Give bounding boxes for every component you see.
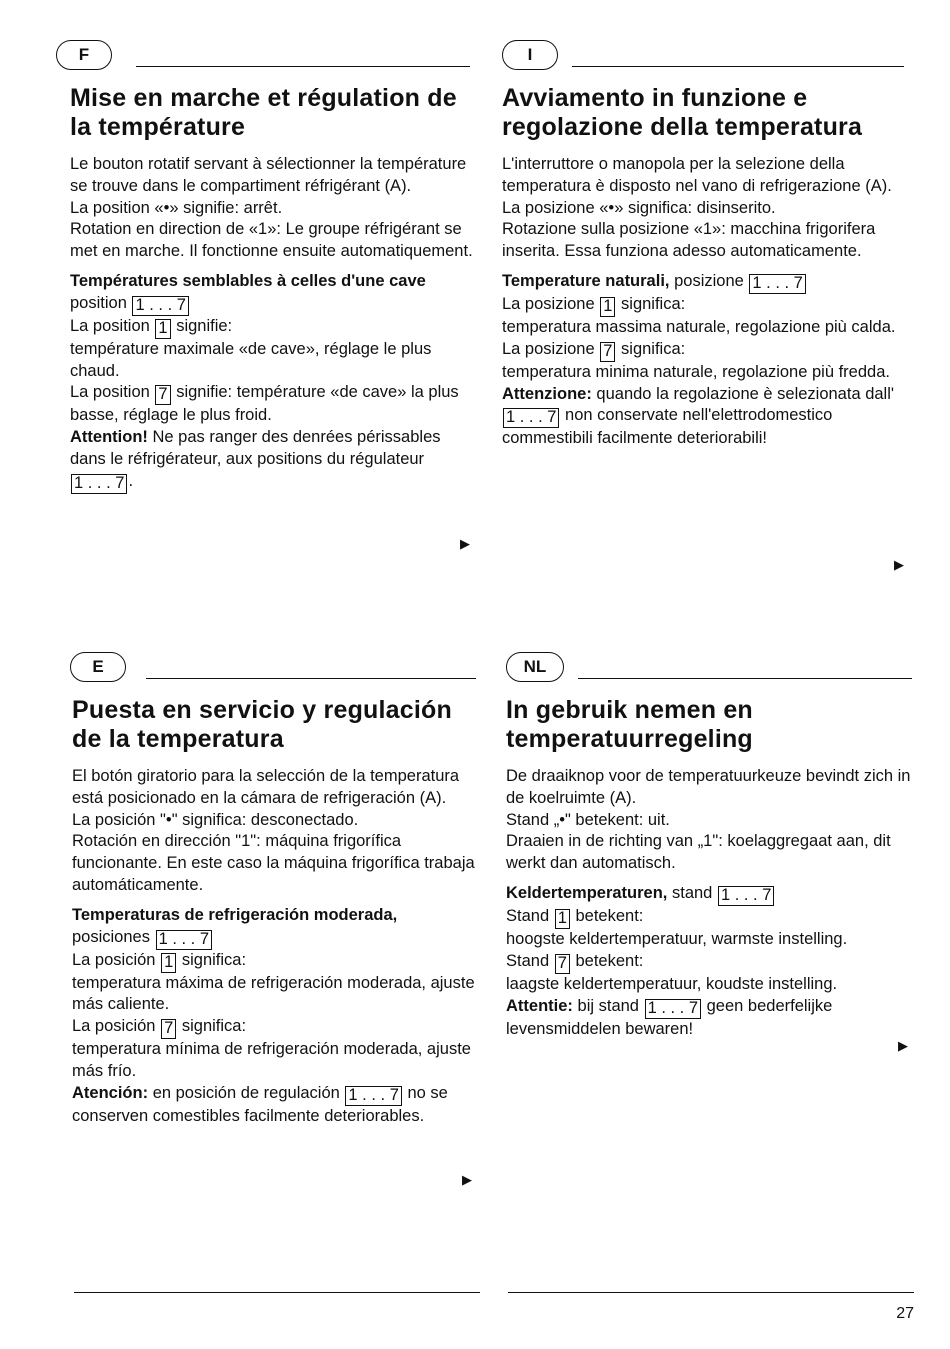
position-label: La position — [70, 316, 150, 335]
subheading: Temperature naturali, — [502, 271, 670, 290]
paragraph: Le bouton rotatif servant à sélectionner la température se trouve dans le compartiment réfrigérant (A). — [70, 155, 467, 195]
paragraph: hoogste keldertemperatuur, warmste instelling. — [506, 929, 848, 948]
section-body — [506, 766, 914, 1040]
paragraph: L'interruttore o manopola per la selezione della temperatura è disposto nel vano di refrigerazione (A). — [502, 155, 892, 195]
paragraph: La posizione «•» significa: disinserito. — [502, 198, 776, 217]
range-box: 1 . . . 7 — [749, 274, 805, 294]
position-label: Stand — [506, 906, 550, 925]
paragraph: température maximale «de cave», réglage le plus chaud. — [70, 339, 432, 380]
position-1-box: 1 — [155, 319, 170, 339]
language-badge-fr: F — [56, 40, 112, 70]
position-7-box: 7 — [161, 1019, 176, 1039]
section-title: In gebruik nemen en temperatuurregeling — [506, 696, 753, 753]
position-label: La posición — [72, 1017, 156, 1036]
warning-text: bij stand — [577, 996, 639, 1015]
position-label: position — [70, 293, 127, 312]
paragraph: Rotazione sulla posizione «1»: macchina frigorifera inserita. Essa funziona adesso automaticamente. — [502, 220, 876, 261]
section-title: Mise en marche et régulation de la température — [70, 84, 457, 141]
language-header — [70, 40, 474, 74]
paragraph: Rotation en direction de «1»: Le groupe réfrigérant se met en marche. Il fonctionne ensuite automatiquement. — [70, 220, 473, 261]
paragraph: Stand „•" betekent: uit. — [506, 810, 670, 829]
paragraph: La posición "•" significa: desconectado. — [72, 810, 359, 829]
language-badge-es: E — [70, 652, 126, 682]
paragraph: Rotación en dirección "1": máquina frigorífica funcionante. En este caso la máquina frigorífica trabaja automáticamente. — [72, 832, 475, 894]
position-meaning: significa: — [621, 294, 686, 313]
warning-end: non conservate nell'elettrodomestico commestibili facilmente deteriorabili! — [502, 406, 833, 448]
range-box: 1 . . . 7 — [132, 296, 188, 316]
position-meaning: signifie: — [176, 316, 233, 335]
paragraph: laagste keldertemperatuur, koudste instelling. — [506, 974, 838, 993]
position-meaning: significa: — [181, 950, 247, 969]
paragraph: temperatura mínima de refrigeración moderada, ajuste más frío. — [72, 1040, 471, 1080]
paragraph: De draaiknop voor de temperatuurkeuze bevindt zich in de koelruimte (A). — [506, 767, 911, 807]
position-meaning: betekent: — [575, 951, 644, 970]
section-body — [70, 154, 474, 494]
position-label: Stand — [506, 951, 550, 970]
subheading: Temperaturas de refrigeración moderada, — [72, 905, 398, 924]
subheading: Températures semblables à celles d'une cave — [70, 271, 426, 290]
position-meaning: significa: — [181, 1017, 247, 1036]
position-label: La position — [70, 383, 150, 402]
subheading: Keldertemperaturen, — [506, 883, 668, 902]
section-title: Puesta en servicio y regulación de la temperatura — [72, 696, 452, 753]
section-italian — [502, 40, 910, 572]
section-spanish — [72, 652, 480, 1187]
header-rule — [136, 66, 470, 67]
position-label: La posizione — [502, 339, 595, 358]
position-label: posiciones — [72, 927, 150, 946]
paragraph: Draaien in de richting van „1": koelaggregaat aan, dit werkt dan automatisch. — [506, 832, 891, 873]
continue-arrow-icon: ▶ — [462, 1172, 472, 1187]
warning-label: Atención: — [72, 1083, 149, 1102]
language-header — [506, 652, 914, 686]
section-french — [70, 40, 474, 551]
paragraph: temperatura máxima de refrigeración moderada, ajuste más caliente. — [72, 973, 475, 1014]
position-label: La posizione — [502, 294, 595, 313]
section-body — [502, 154, 910, 450]
position-label: stand — [671, 883, 713, 902]
warning-end: geen bederfelijke levensmiddelen bewaren! — [506, 996, 833, 1038]
position-meaning: significa: — [621, 339, 686, 358]
range-box: 1 . . . 7 — [503, 408, 559, 428]
position-1-box: 1 — [600, 297, 615, 317]
section-body — [72, 766, 480, 1128]
paragraph: temperatura minima naturale, regolazione più fredda. — [502, 362, 890, 381]
language-badge-it: I — [502, 40, 558, 70]
position-7-box: 7 — [600, 342, 615, 362]
position-1-box: 1 — [555, 909, 570, 929]
position-label: La posición — [72, 950, 156, 969]
position-meaning: signifie: température «de cave» la plus basse, réglage le plus froid. — [70, 383, 459, 425]
range-box: 1 . . . 7 — [645, 999, 701, 1019]
warning-text: en posición de regulación — [152, 1083, 340, 1102]
warning-end: no se conserven comestibles facilmente deteriorables. — [72, 1083, 448, 1125]
paragraph: La position «•» signifie: arrêt. — [70, 198, 283, 217]
section-dutch — [506, 652, 914, 1053]
section-title: Avviamento in funzione e regolazione della temperatura — [502, 84, 863, 141]
paragraph: temperatura massima naturale, regolazione più calda. — [502, 317, 896, 336]
warning-label: Attention! — [70, 428, 148, 447]
header-rule — [146, 678, 476, 679]
language-header — [502, 40, 910, 74]
range-box: 1 . . . 7 — [345, 1086, 401, 1106]
warning-text: quando la regolazione è selezionata dall' — [596, 384, 895, 403]
warning-end: . — [128, 471, 134, 490]
range-box: 1 . . . 7 — [71, 474, 127, 494]
header-rule — [578, 678, 912, 679]
position-7-box: 7 — [555, 954, 570, 974]
warning-label: Attentie: — [506, 996, 573, 1015]
language-badge-nl: NL — [506, 652, 564, 682]
position-meaning: betekent: — [575, 906, 644, 925]
footer-rule-left — [74, 1292, 480, 1293]
header-rule — [572, 66, 904, 67]
language-header — [72, 652, 480, 686]
position-label: posizione — [674, 271, 744, 290]
paragraph: El botón giratorio para la selección de la temperatura está posicionado en la cámara de refrigeración (A). — [72, 767, 460, 807]
continue-arrow-icon: ▶ — [894, 557, 904, 572]
continue-arrow-icon: ▶ — [460, 536, 470, 551]
warning-text: Ne pas ranger des denrées périssables dans le réfrigérateur, aux positions du régulateur — [70, 428, 441, 468]
range-box: 1 . . . 7 — [718, 886, 774, 906]
position-7-box: 7 — [155, 385, 170, 405]
page-number: 27 — [896, 1305, 914, 1322]
position-1-box: 1 — [161, 953, 176, 973]
continue-arrow-icon: ▶ — [898, 1038, 908, 1053]
warning-label: Attenzione: — [502, 384, 592, 403]
footer-rule-right — [508, 1292, 914, 1293]
range-box: 1 . . . 7 — [156, 930, 212, 950]
